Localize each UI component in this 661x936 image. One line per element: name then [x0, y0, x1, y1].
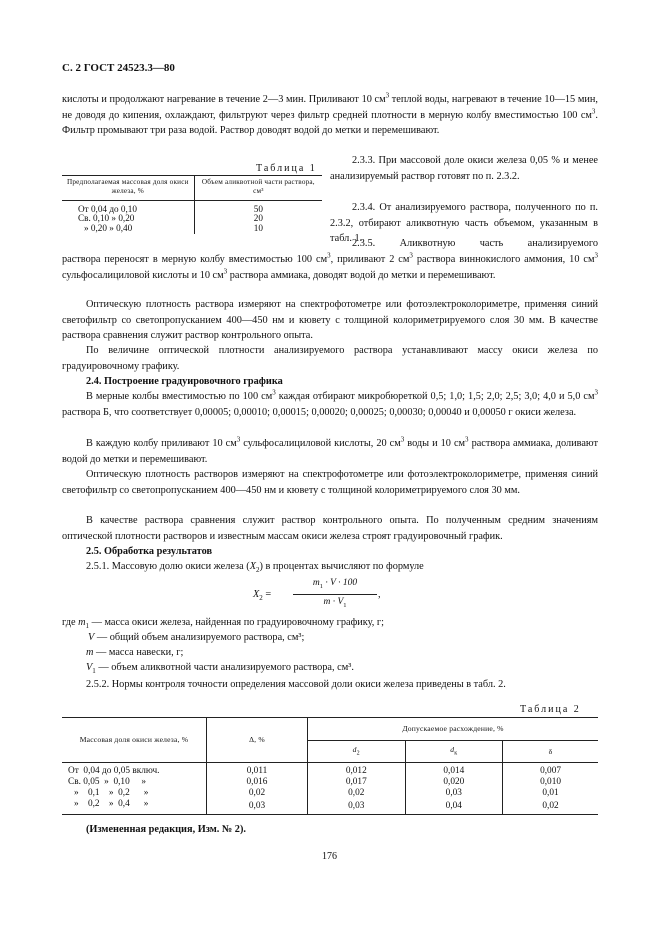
- table2-header-mass: Массовая доля окиси железа, %: [62, 718, 207, 763]
- table-cell: 0,011: [207, 766, 308, 777]
- table-cell: 0,010: [540, 776, 561, 787]
- variable: m · V: [323, 597, 344, 607]
- variable: m: [86, 647, 94, 658]
- paragraph-optical-density: Оптическую плотность раствора измеряют на спектрофотометре или фотоэлектроколориметре, применяя синий светофильтр со светопропусканием 400—450 нм и кювету с толщиной колориметрируемого слоя 30 мм. В качестве раствора сравнения служит раствор контрольного опыта.: [62, 299, 598, 341]
- text-run: раствора виннокислого аммония, 10 см: [412, 254, 595, 265]
- text-run: —: [95, 662, 109, 673]
- variable: X: [253, 589, 260, 600]
- paragraph-2-4-a: [62, 389, 598, 420]
- table-cell: 0,014: [405, 766, 503, 777]
- variable: X: [249, 561, 256, 572]
- formula-legend-3: [86, 645, 596, 661]
- table-cell: 0,016: [207, 777, 308, 788]
- subscript: к: [454, 750, 458, 757]
- subscript: 2: [259, 594, 263, 603]
- subscript: 1: [319, 582, 323, 590]
- table-cell: От 0,04 до 0,05 включ.: [62, 766, 207, 777]
- table-cell: 0,03: [308, 799, 406, 814]
- text-run: В мерные колбы вместимостью по 100 см: [86, 391, 273, 402]
- text-run: . Фильтр промывают три раза водой. Раствор доводят водой до метки и перемешивают.: [62, 109, 598, 136]
- table-cell: 50: [253, 203, 263, 214]
- text-run: ) в процентах вычисляют по формуле: [259, 561, 424, 572]
- subscript: 1: [343, 601, 347, 609]
- table-row: [62, 777, 598, 788]
- superscript: 3: [385, 91, 390, 100]
- superscript: 3: [223, 267, 228, 276]
- text-run: общий объем анализируемого раствора, см³;: [109, 632, 305, 643]
- table-cell: 0,017: [308, 777, 406, 788]
- text-run: В каждую колбу приливают 10 см: [86, 438, 237, 449]
- variable: m: [312, 578, 320, 588]
- table-cell: 0,02: [308, 788, 406, 799]
- text-run: · V · 100: [325, 578, 358, 588]
- paragraph-2-3-5-start: 2.3.5. Аликвотную часть анализируемого: [352, 238, 598, 249]
- subscript: 1: [85, 622, 90, 631]
- table-row: [62, 766, 598, 777]
- paragraph-2-4-b: [62, 436, 598, 467]
- text-run: —: [93, 647, 107, 658]
- formula-numerator: [293, 578, 377, 590]
- text-run: сульфосалициловой кислоты, 20 см: [240, 438, 401, 449]
- table-cell: 10: [253, 223, 263, 234]
- table-row: [62, 788, 598, 799]
- paragraph-2-3-4: 2.3.4. От анализируемого раствора, полученного по п. 2.3.2, отбирают аликвотную часть объемом, указанным в табл. 1.: [330, 202, 598, 244]
- superscript: 3: [594, 388, 598, 397]
- heading-2-5: 2.5. Обработка результатов: [86, 546, 213, 557]
- heading-2-4: 2.4. Построение градуировочного графика: [86, 376, 283, 387]
- subscript: 2: [356, 750, 360, 757]
- table2-header-dk: [405, 741, 503, 763]
- text-run: кислоты и продолжают нагревание в течение 2—3 мин. Приливают 10 см: [62, 94, 386, 105]
- table2-header-delta: Δ, %: [207, 718, 308, 763]
- superscript: 3: [327, 251, 331, 260]
- text-run: , приливают 2 см: [330, 254, 410, 265]
- variable: d: [352, 744, 357, 754]
- equals-sign: =: [265, 589, 272, 600]
- subscript: 2: [255, 566, 260, 575]
- paragraph-2-4-d: В качестве раствора сравнения служит раствор контрольного опыта. По полученным средним значениям оптической плотности растворов и известным массам окиси железа строят градуировочный график.: [62, 515, 598, 542]
- page-number: 176: [322, 851, 337, 862]
- superscript: 3: [465, 435, 469, 444]
- table1-caption: Таблица 1: [256, 163, 317, 174]
- table-cell: » 0,2 » 0,4 »: [62, 799, 207, 814]
- text-run: раствора аммиака, доводят водой до метки и перемешивают.: [227, 269, 496, 281]
- table1-col1-header: Предполагаемая массовая доля окиси железа, %: [62, 176, 194, 201]
- superscript: 3: [400, 435, 405, 444]
- variable: V: [88, 632, 95, 643]
- variable: V: [86, 662, 93, 673]
- table-cell: » 0,1 » 0,2 »: [62, 788, 207, 799]
- paragraph-value: По величине оптической плотности анализируемого раствора устанавливают массу окиси железа по градуировочному графику.: [62, 345, 598, 372]
- superscript: 3: [594, 251, 598, 260]
- table-row: [62, 799, 598, 814]
- table-row: [62, 224, 322, 234]
- table-cell: 0,012: [308, 766, 406, 777]
- table1-col2-header: Объем аликвотной части раствора, см³: [201, 178, 315, 195]
- paragraph-2-4-c: Оптическую плотность растворов измеряют на спектрофотометре или фотоэлектроколориметре, применяя синий светофильтр со светопропусканием 400—450 нм и кювету с толщиной колориметрируемого слоя 30 мм.: [62, 469, 598, 496]
- subscript: 1: [92, 667, 96, 676]
- table-cell: Св. 0,10 » 0,20: [62, 214, 194, 224]
- table-cell: » 0,20 » 0,40: [62, 224, 194, 234]
- table-cell: 0,007: [540, 765, 561, 776]
- superscript: 3: [591, 107, 596, 116]
- table2-header-small-delta: δ: [548, 746, 553, 756]
- variable: d: [450, 744, 455, 754]
- superscript: 3: [272, 388, 276, 397]
- table-cell: 0,04: [405, 799, 503, 814]
- text-run: раствора переносят в мерную колбу вместимостью 100 см: [62, 254, 328, 265]
- text-run: где: [62, 617, 79, 628]
- formula-lhs: [253, 589, 271, 602]
- fraction-bar: [293, 594, 377, 595]
- text-run: масса окиси железа, найденная по градуировочному графику, г;: [104, 617, 384, 628]
- table-cell: Св. 0,05 » 0,10 »: [62, 777, 207, 788]
- paragraph-2-5-2: 2.5.2. Нормы контроля точности определения массовой доли окиси железа приведены в табл. 2.: [86, 679, 506, 690]
- paragraph-2-3-5: [62, 252, 598, 283]
- table1: [62, 175, 322, 234]
- text-run: каждая отбирают микробюреткой 0,5; 1,0; 1,5; 2,0; 2,5; 3,0; 4,0 и 5,0 см: [275, 391, 595, 402]
- table-cell: 0,03: [207, 799, 308, 814]
- text-run: 2.5.1. Массовую долю окиси железа (: [86, 561, 250, 572]
- intro-paragraph: [62, 92, 598, 139]
- formula-legend-2: [88, 630, 598, 646]
- table-cell: 20: [253, 213, 263, 224]
- superscript: 3: [236, 435, 241, 444]
- table-cell: 0,020: [405, 777, 503, 788]
- formula: [253, 578, 383, 618]
- text-run: масса навески, г;: [108, 647, 184, 658]
- formula-comma: ,: [378, 589, 381, 600]
- text-run: —: [94, 632, 108, 643]
- table2-header-allowed: Допускаемое расхождение, %: [308, 718, 599, 741]
- table2: [62, 717, 598, 815]
- paragraph-2-3-3: 2.3.3. При массовой доле окиси железа 0,05 % и менее анализируемый раствор готовят по п. 2.3.2.: [330, 155, 598, 182]
- table-cell: 0,03: [405, 788, 503, 799]
- table-cell: От 0,04 до 0,10: [62, 205, 194, 215]
- text-run: раствора аммиака, доливают водой до метки и перемешивают.: [62, 438, 598, 465]
- variable: m: [78, 617, 86, 628]
- text-run: объем аликвотной части анализируемого раствора, см³.: [111, 662, 354, 673]
- text-run: сульфосалициловой кислоты и 10 см: [62, 269, 224, 281]
- table2-header-d2: [308, 741, 406, 763]
- paragraph-2-5-1: [86, 559, 424, 579]
- table2-caption: Таблица 2: [520, 704, 581, 715]
- formula-denominator: [293, 597, 377, 609]
- page-header: С. 2 ГОСТ 24523.3—80: [62, 62, 175, 74]
- text-run: воды и 10 см: [404, 438, 466, 449]
- text-run: раствора Б, что соответствует 0,00005; 0,00010; 0,00015; 0,00020; 0,00025; 0,00030; 0,00040 и 0,00050 г окиси железа.: [62, 406, 577, 418]
- text-run: —: [89, 617, 102, 628]
- text-run: теплой воды, нагревают в течение 10—15 мин, не доводя до кипения, охлаждают, фильтруют через фильтр средней плотности в мерную колбу вместимостью 100 см: [62, 94, 598, 121]
- table-cell: 0,01: [542, 788, 559, 799]
- table-cell: 0,02: [207, 788, 308, 799]
- superscript: 3: [409, 251, 413, 260]
- revision-note: (Измененная редакция, Изм. № 2).: [86, 824, 246, 835]
- table-cell: 0,02: [542, 800, 559, 811]
